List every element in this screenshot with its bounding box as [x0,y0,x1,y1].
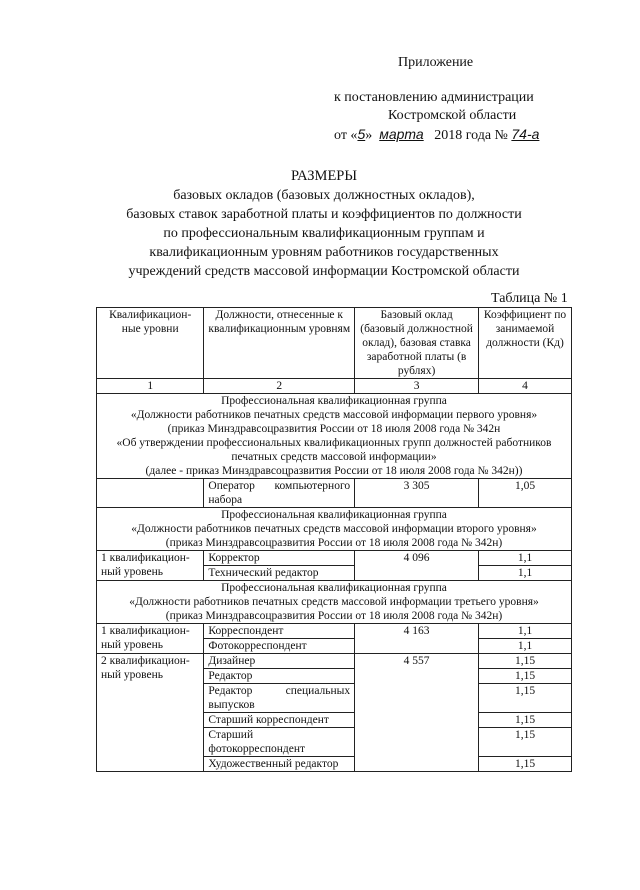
salary-cell: 4 163 [355,624,479,654]
table-row [97,479,572,508]
coefficient-cell: 1,1 [479,624,572,639]
decree-reference [334,89,539,145]
group-3-line-2: «Должности работников печатных средств массовой информации третьего уровня» [129,596,539,608]
group-3-header-row [97,581,572,624]
coefficient-cell: 1,15 [479,713,572,728]
position-cell: Оператор компьютерного набора [204,479,355,508]
title-line-6: учреждений средств массовой информации Костромской области [128,264,520,279]
salary-cell: 3 305 [355,479,479,508]
group-1-line-5: (далее - приказ Минздравсоцразвития России от 18 июля 2008 года № 342н)) [145,465,523,477]
position-cell: Технический редактор [204,566,355,581]
salary-cell: 4 557 [355,654,479,772]
decree-number: 74-а [511,126,540,142]
table-row [97,624,572,639]
header-base-salary: Базовый оклад (базовый должностной оклад), базовая ставка заработной платы (в рублях) [355,308,479,379]
decree-line-1: к постановлению администрации [334,90,534,105]
position-cell: Художественный редактор [204,757,355,772]
group-3-caption [97,581,572,624]
group-1-header-row [97,394,572,479]
title-line-5: квалификационным уровням работников государственных [149,245,499,260]
column-number: 2 [204,379,355,394]
position-cell: Дизайнер [204,654,355,669]
header-coefficient: Коэффициент по занимаемой должности (Кд) [479,308,572,379]
decree-date-line [334,125,539,145]
column-number: 4 [479,379,572,394]
column-number: 1 [97,379,204,394]
header-positions: Должности, отнесенные к квалификационным уровням [204,308,355,379]
position-cell: Корректор [204,551,355,566]
group-1-line-1: Профессиональная квалификационная группа [221,395,447,407]
group-1-line-2: «Должности работников печатных средств массовой информации первого уровня» [130,409,538,421]
position-cell: Редактор специальных выпусков [204,684,355,713]
qual-level-cell: 1 квалификацион-ный уровень [97,624,204,654]
column-number-row [97,379,572,394]
coefficient-cell: 1,15 [479,728,572,757]
group-1-caption [97,394,572,479]
header-qual-levels: Квалификацион-ные уровни [97,308,204,379]
group-2-caption [97,508,572,551]
coefficient-cell: 1,15 [479,669,572,684]
table-number: Таблица № 1 [491,291,568,306]
column-number: 3 [355,379,479,394]
table-row [97,551,572,566]
date-prefix: от « [334,128,358,143]
coefficient-cell: 1,1 [479,566,572,581]
group-3-line-3: (приказ Минздравсоцразвития России от 18 июля 2008 года № 342н) [165,610,503,622]
table-row [97,654,572,669]
position-cell: Редактор [204,669,355,684]
coefficient-cell: 1,15 [479,684,572,713]
group-1-line-4: «Об утверждении профессиональных квалификационных групп должностей работников печатных средств массовой информации» [116,437,552,463]
position-cell: Фотокорреспондент [204,639,355,654]
decree-year: 2018 года № [434,128,508,143]
appendix-label: Приложение [398,55,474,70]
salary-table [96,307,572,772]
group-3-line-1: Профессиональная квалификационная группа [221,582,447,594]
salary-cell: 4 096 [355,551,479,581]
group-1-line-3: (приказ Минздравсоцразвития России от 18 июля 2008 года № 342н [167,423,501,435]
decree-line-2: Костромской области [388,108,517,123]
group-2-header-row [97,508,572,551]
table-header-row [97,308,572,379]
decree-month: марта [379,126,424,142]
coefficient-cell: 1,15 [479,654,572,669]
qual-level-cell: 2 квалификацион-ный уровень [97,654,204,772]
title-line-3: базовых ставок заработной платы и коэффициентов по должности [126,207,522,222]
title-line-1: РАЗМЕРЫ [290,168,358,184]
coefficient-cell: 1,1 [479,551,572,566]
position-cell: Старший корреспондент [204,713,355,728]
title-line-4: по профессиональным квалификационным группам и [163,226,485,241]
coefficient-cell: 1,05 [479,479,572,508]
title-line-2: базовых окладов (базовых должностных окладов), [173,188,475,203]
coefficient-cell: 1,1 [479,639,572,654]
document-title [0,167,640,281]
qual-level-cell: 1 квалификацион-ный уровень [97,551,204,581]
group-2-line-1: Профессиональная квалификационная группа [221,509,447,521]
decree-day: 5 [357,126,366,142]
group-2-line-3: (приказ Минздравсоцразвития России от 18 июля 2008 года № 342н) [165,537,503,549]
position-cell: Корреспондент [204,624,355,639]
group-2-line-2: «Должности работников печатных средств массовой информации второго уровня» [131,523,537,535]
day-suffix: » [365,128,373,143]
coefficient-cell: 1,15 [479,757,572,772]
position-cell: Старший фотокорреспондент [204,728,355,757]
qual-level-cell [97,479,204,508]
